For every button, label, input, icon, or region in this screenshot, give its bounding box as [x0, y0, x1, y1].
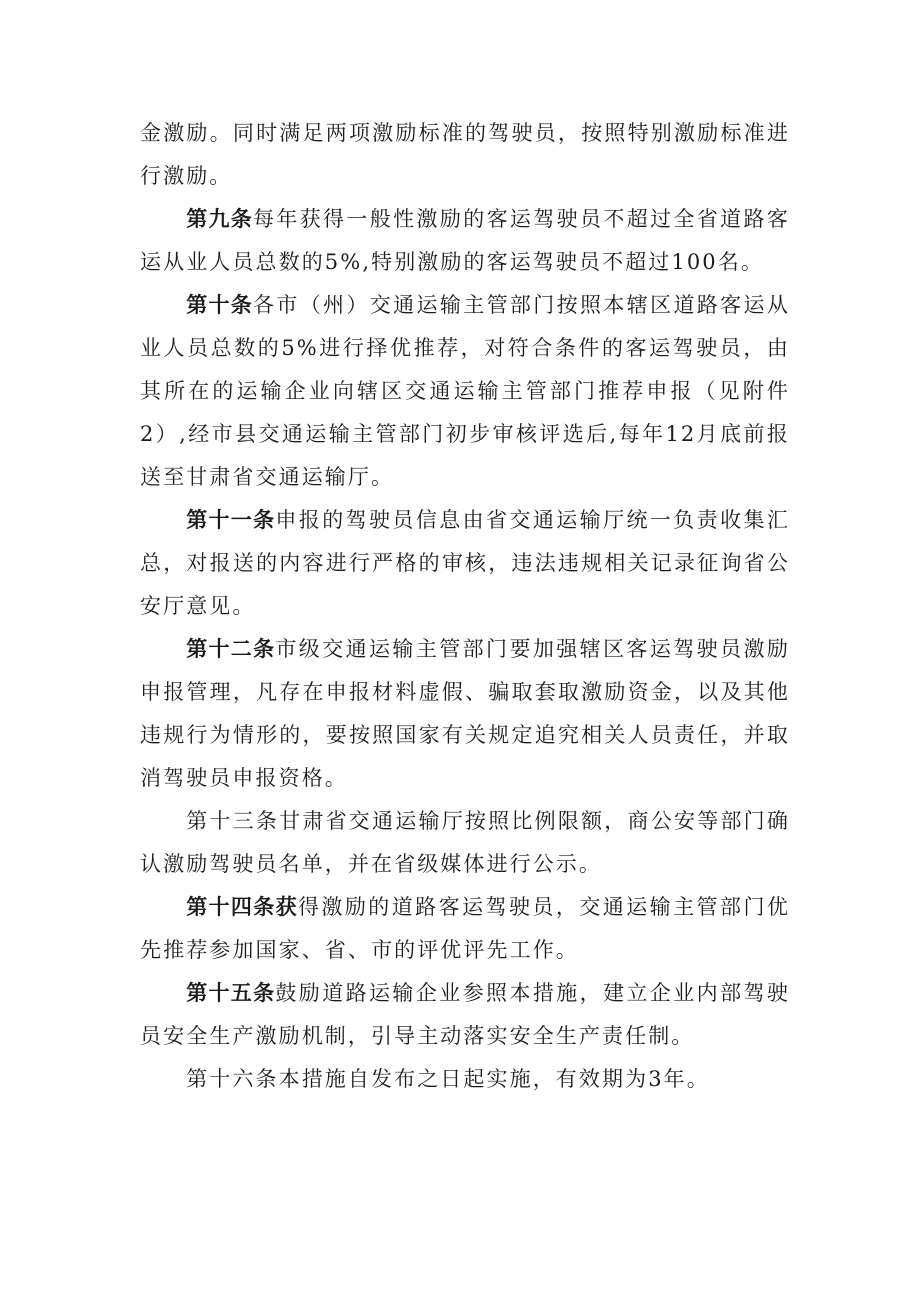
article-text: 每年获得一般性激励的客运驾驶员不超过全省道路客运从业人员总数的5%,特别激励的客运驾驶员不超过100名。 — [140, 207, 790, 274]
paragraph-continuation — [140, 112, 790, 198]
article-label: 第九条 — [186, 207, 253, 231]
article-12 — [140, 628, 790, 800]
article-16 — [140, 1058, 790, 1101]
article-text: 各市（州）交通运输主管部门按照本辖区道路客运从业人员总数的5%进行择优推荐，对符合条件的客运驾驶员，由其所在的运输企业向辖区交通运输主管部门推荐申报（见附件2）,经市县交通运输主管部门初步审核评选后,每年12月底前报送至甘肃省交通运输厅。 — [140, 293, 790, 489]
article-label: 第十五条 — [186, 981, 276, 1005]
article-14 — [140, 886, 790, 972]
paragraph-text: 金激励。同时满足两项激励标准的驾驶员，按照特别激励标准进行激励。 — [140, 121, 790, 188]
article-text: 鼓励道路运输企业参照本措施，建立企业内部驾驶员安全生产激励机制，引导主动落实安全生产责任制。 — [140, 981, 790, 1048]
article-text: 本措施自发布之日起实施，有效期为3年。 — [278, 1067, 710, 1091]
article-label: 第十一条 — [186, 508, 276, 532]
article-text: 市级交通运输主管部门要加强辖区客运驾驶员激励申报管理，凡存在申报材料虚假、骗取套取激励资金，以及其他违规行为情形的，要按照国家有关规定追究相关人员责任，并取消驾驶员申报资格。 — [140, 637, 790, 790]
article-10 — [140, 284, 790, 499]
article-text: 甘肃省交通运输厅按照比例限额，商公安等部门确认激励驾驶员名单，并在省级媒体进行公示。 — [140, 809, 790, 876]
article-label: 第十条 — [186, 293, 253, 317]
article-label: 第十四条获 — [186, 895, 298, 919]
article-text: 得激励的道路客运驾驶员，交通运输主管部门优先推荐参加国家、省、市的评优评先工作。 — [140, 895, 790, 962]
document-body — [140, 112, 790, 1101]
article-13 — [140, 800, 790, 886]
article-9 — [140, 198, 790, 284]
article-15 — [140, 972, 790, 1058]
article-text: 申报的驾驶员信息由省交通运输厅统一负责收集汇总，对报送的内容进行严格的审核，违法违规相关记录征询省公安厅意见。 — [140, 508, 790, 618]
article-11 — [140, 499, 790, 628]
article-label: 第十二条 — [186, 637, 276, 661]
article-label: 第十六条 — [186, 1067, 279, 1091]
article-label: 第十三条 — [186, 809, 280, 833]
